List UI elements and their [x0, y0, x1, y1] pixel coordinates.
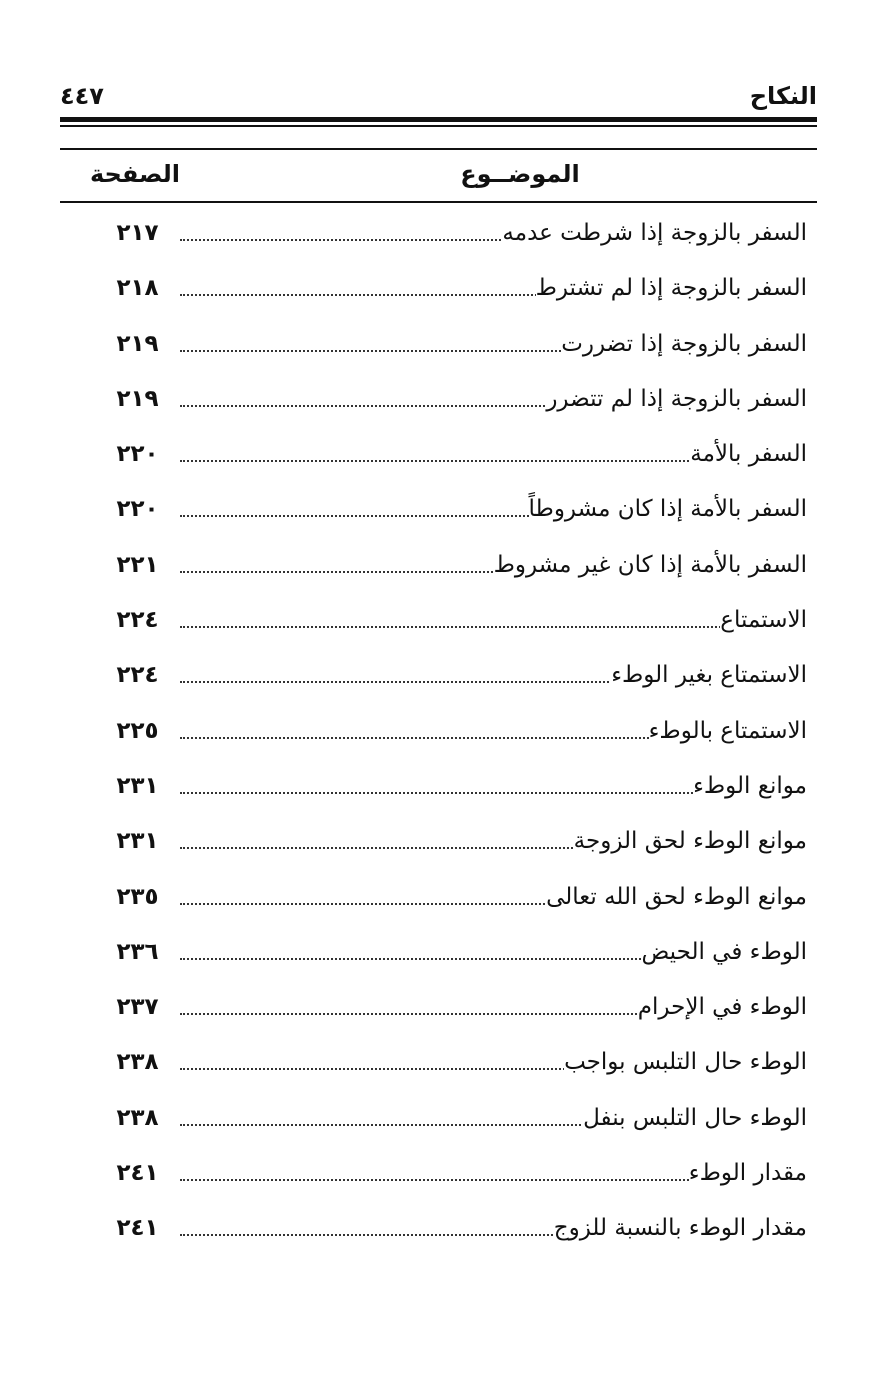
- toc-entry: [100, 540, 815, 595]
- toc-entry-title: السفر بالزوجة إذا شرطت عدمه: [502, 220, 807, 246]
- toc-entry-page: ٢٢١: [116, 551, 159, 578]
- toc-entry-page: ٢٢٠: [116, 441, 159, 468]
- toc-entry-title: السفر بالأمة إذا كان مشروطاً: [528, 496, 807, 523]
- toc-entry-title: موانع الوطء لحق الزوجة: [573, 828, 807, 855]
- toc-entry: [100, 595, 815, 650]
- toc-entry-page: ٢٣٨: [116, 1049, 159, 1076]
- toc-entry-title: الاستمتاع بغير الوطء: [611, 662, 807, 689]
- column-head-top-rule: [60, 148, 817, 150]
- toc-entry-page: ٢٣١: [116, 828, 159, 855]
- toc-entry-page: ٢٢٥: [116, 717, 159, 744]
- toc-entry-page: ٢١٧: [116, 220, 159, 246]
- toc-entry-title: السفر بالزوجة إذا لم تتضرر: [546, 385, 807, 412]
- header-rule-thick: [60, 117, 817, 122]
- table-of-contents: [100, 208, 815, 1259]
- toc-entry: [100, 429, 815, 484]
- toc-entry-page: ٢٣٦: [116, 938, 159, 965]
- toc-entry-title: الوطء حال التلبس بواجب: [564, 1049, 807, 1076]
- dot-leader: [180, 620, 805, 628]
- running-header: [60, 82, 817, 116]
- toc-entry-title: السفر بالزوجة إذا تضررت: [561, 330, 807, 357]
- toc-entry-page: ٢٤١: [116, 1160, 159, 1187]
- toc-entry-title: الاستمتاع بالوطء: [648, 717, 807, 744]
- toc-entry: [100, 319, 815, 374]
- toc-entry: [100, 1203, 815, 1258]
- toc-entry-page: ٢٢٠: [116, 496, 159, 523]
- toc-entry: [100, 1148, 815, 1203]
- toc-entry-page: ٢٤١: [116, 1215, 159, 1242]
- toc-entry: [100, 872, 815, 927]
- toc-entry: [100, 927, 815, 982]
- toc-entry-page: ٢٣٧: [116, 994, 159, 1021]
- column-heading-subject: الموضــوع: [460, 160, 580, 188]
- header-rule-thin: [60, 125, 817, 127]
- toc-entry: [100, 650, 815, 705]
- toc-entry-title: موانع الوطء لحق الله تعالى: [546, 883, 807, 910]
- toc-entry-page: ٢٣١: [116, 772, 159, 799]
- toc-entry-page: ٢٣٥: [116, 883, 159, 910]
- toc-entry-title: الوطء في الحيض: [641, 938, 807, 965]
- toc-entry-page: ٢١٩: [116, 385, 159, 412]
- page-number: ٤٤٧: [60, 82, 104, 110]
- column-head-bottom-rule: [60, 201, 817, 203]
- toc-entry-title: مقدار الوطء بالنسبة للزوج: [553, 1215, 807, 1242]
- toc-entry: [100, 1093, 815, 1148]
- toc-entry: [100, 706, 815, 761]
- toc-entry-page: ٢١٩: [116, 330, 159, 357]
- column-heading-page: الصفحة: [89, 160, 180, 188]
- toc-entry-title: الاستمتاع: [720, 607, 807, 634]
- toc-entry-page: ٢٢٤: [116, 662, 159, 689]
- toc-entry-page: ٢٢٤: [116, 607, 159, 634]
- toc-entry-page: ٢١٨: [116, 275, 159, 302]
- toc-entry-title: السفر بالزوجة إذا لم تشترط: [535, 275, 807, 302]
- toc-entry: [100, 816, 815, 871]
- toc-entry-title: الوطء في الإحرام: [637, 994, 807, 1021]
- toc-entry: [100, 982, 815, 1037]
- toc-entry: [100, 484, 815, 539]
- toc-entry-page: ٢٣٨: [116, 1104, 159, 1131]
- toc-entry: [100, 374, 815, 429]
- toc-entry-title: السفر بالأمة إذا كان غير مشروط: [493, 551, 807, 578]
- toc-entry: [100, 208, 815, 263]
- running-title: النكاح: [749, 82, 817, 110]
- toc-entry-title: موانع الوطء: [693, 772, 807, 799]
- toc-entry: [100, 761, 815, 816]
- toc-entry-title: الوطء حال التلبس بنفل: [583, 1104, 807, 1131]
- toc-entry-title: مقدار الوطء: [688, 1160, 807, 1187]
- toc-entry: [100, 1037, 815, 1092]
- toc-entry: [100, 263, 815, 318]
- toc-entry-title: السفر بالأمة: [690, 441, 807, 468]
